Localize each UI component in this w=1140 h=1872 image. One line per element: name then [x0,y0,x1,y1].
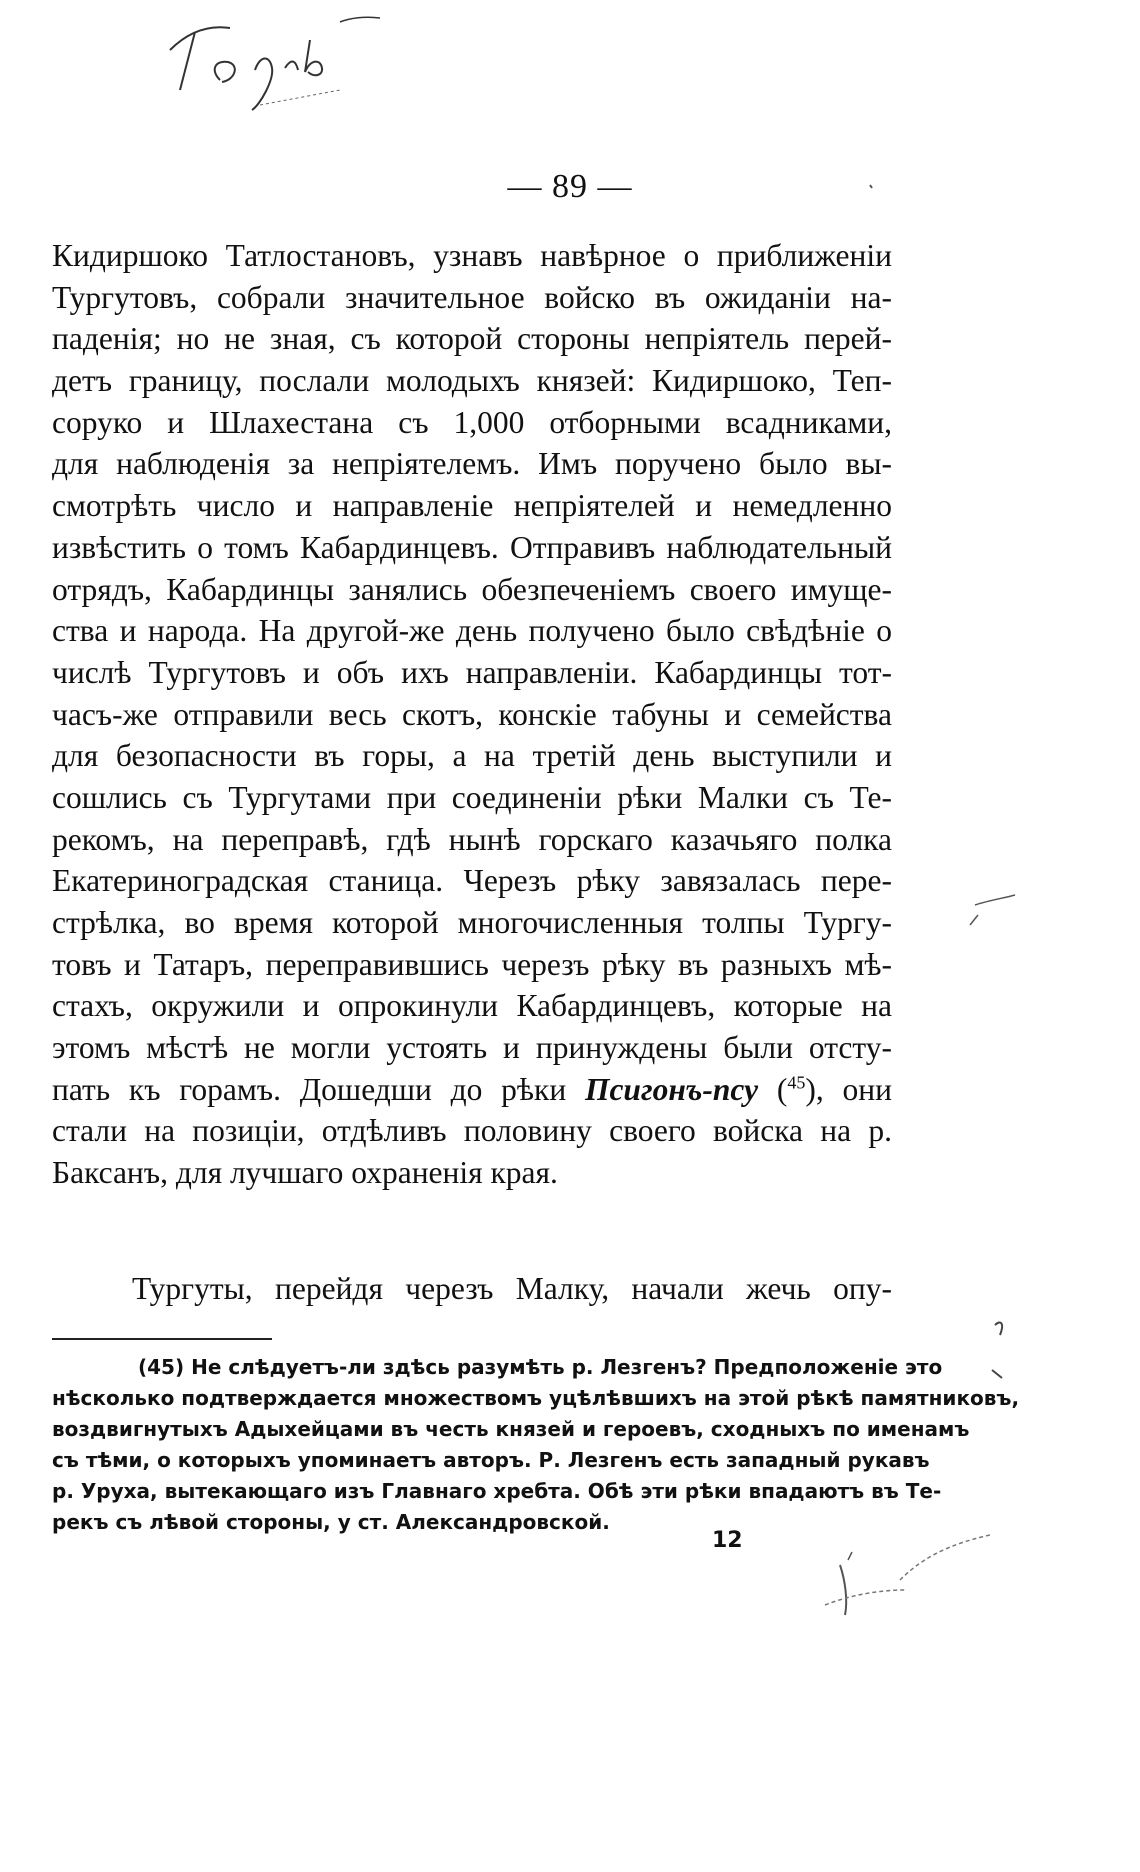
text-line: стали на позиціи, отдѣливъ половину своего войска на р. [52,1113,892,1149]
text-line: детъ границу, послали молодыхъ князей: Кидиршоко, Теп- [52,363,892,399]
footnote-line: съ тѣми, о которыхъ упоминаетъ авторъ. Р. Лезгенъ есть западный рукавъ [52,1448,930,1472]
text-line: рекомъ, на переправѣ, гдѣ нынѣ горскаго казачьяго полка [52,821,892,857]
text-line: числѣ Тургутовъ и объ ихъ направленіи. Кабардинцы тот- [52,654,892,690]
printer-signature-number: 12 [712,1528,743,1553]
text-line: ства и народа. На другой-же день получено было свѣдѣніе о [52,613,892,649]
text-line: отрядъ, Кабардинцы занялись обезпеченіемъ своего имуще- [52,571,892,607]
text-fragment: пать къ горамъ. Дошедши до рѣки [52,1071,585,1107]
text-line: смотрѣть число и направленіе непріятелей и немедленно [52,488,892,524]
footnote-line: нѣсколько подтверждается множествомъ уцѣлѣвшихъ на этой рѣкѣ памятниковъ, [52,1386,1020,1410]
text-line: для наблюденія за непріятелемъ. Имъ поручено было вы- [52,446,892,482]
text-line: стахъ, окружили и опрокинули Кабардинцевъ, которые на [52,988,892,1024]
ref-open: ( [758,1071,788,1107]
footnote-reference[interactable]: 45 [787,1072,806,1093]
text-line-with-footnote-ref [52,1069,892,1111]
text-line: для безопасности въ горы, а на третій день выступили и [52,738,892,774]
footnote [52,1352,1020,1538]
text-line: сошлись съ Тургутами при соединеніи рѣки Малки съ Те- [52,779,892,815]
page-number: — 89 — [507,168,633,205]
footnote-line: воздвигнутыхъ Адыхейцами въ честь князей и героевъ, сходныхъ по именамъ [52,1417,970,1441]
main-paragraph [52,235,892,1194]
text-line: часъ-же отправили весь скотъ, конскіе табуны и семейства [52,696,892,732]
footnote-marker: (45) [138,1355,185,1379]
second-paragraph: Тургуты, перейдя черезъ Малку, начали жечь опу- [132,1271,892,1306]
text-line: Тургутовъ, собрали значительное войско въ ожиданіи на- [52,279,892,315]
text-line: извѣстить о томъ Кабардинцевъ. Отправивъ наблюдательный [52,529,892,565]
text-line: стрѣлка, во время которой многочисленныя толпы Тургу- [52,905,892,940]
text-line: паденія; но не зная, съ которой стороны непріятель перей- [52,321,892,357]
footnote-line: (45) Не слѣдуетъ-ли здѣсь разумѣть р. Лезгенъ? Предположеніе это [138,1355,943,1379]
text-line: соруко и Шлахестана съ 1,000 отборными всадниками, [52,404,892,440]
footnote-line: р. Уруха, вытекающаго изъ Главнаго хребта. Обѣ эти рѣки впадаютъ въ Те- [52,1479,942,1503]
text-line: Кидиршоко Татлостановъ, узнавъ навѣрное о приближеніи [52,238,892,273]
handwritten-annotation [160,10,420,120]
text-fragment: ), они [805,1071,892,1107]
text-line: этомъ мѣстѣ не могли устоять и принуждены были отсту- [52,1030,892,1066]
text-line: товъ и Татаръ, переправившись черезъ рѣку въ разныхъ мѣ- [52,946,892,982]
footnote-line: рекъ съ лѣвой стороны, у ст. Александровской. [52,1510,610,1534]
river-name-emphasis: Псигонъ-псу [584,1071,759,1107]
text-line: Екатериноградская станица. Черезъ рѣку завязалась пере- [52,863,892,899]
footnote-divider [52,1338,272,1340]
text-line: Баксанъ, для лучшаго охраненія края. [52,1155,558,1191]
